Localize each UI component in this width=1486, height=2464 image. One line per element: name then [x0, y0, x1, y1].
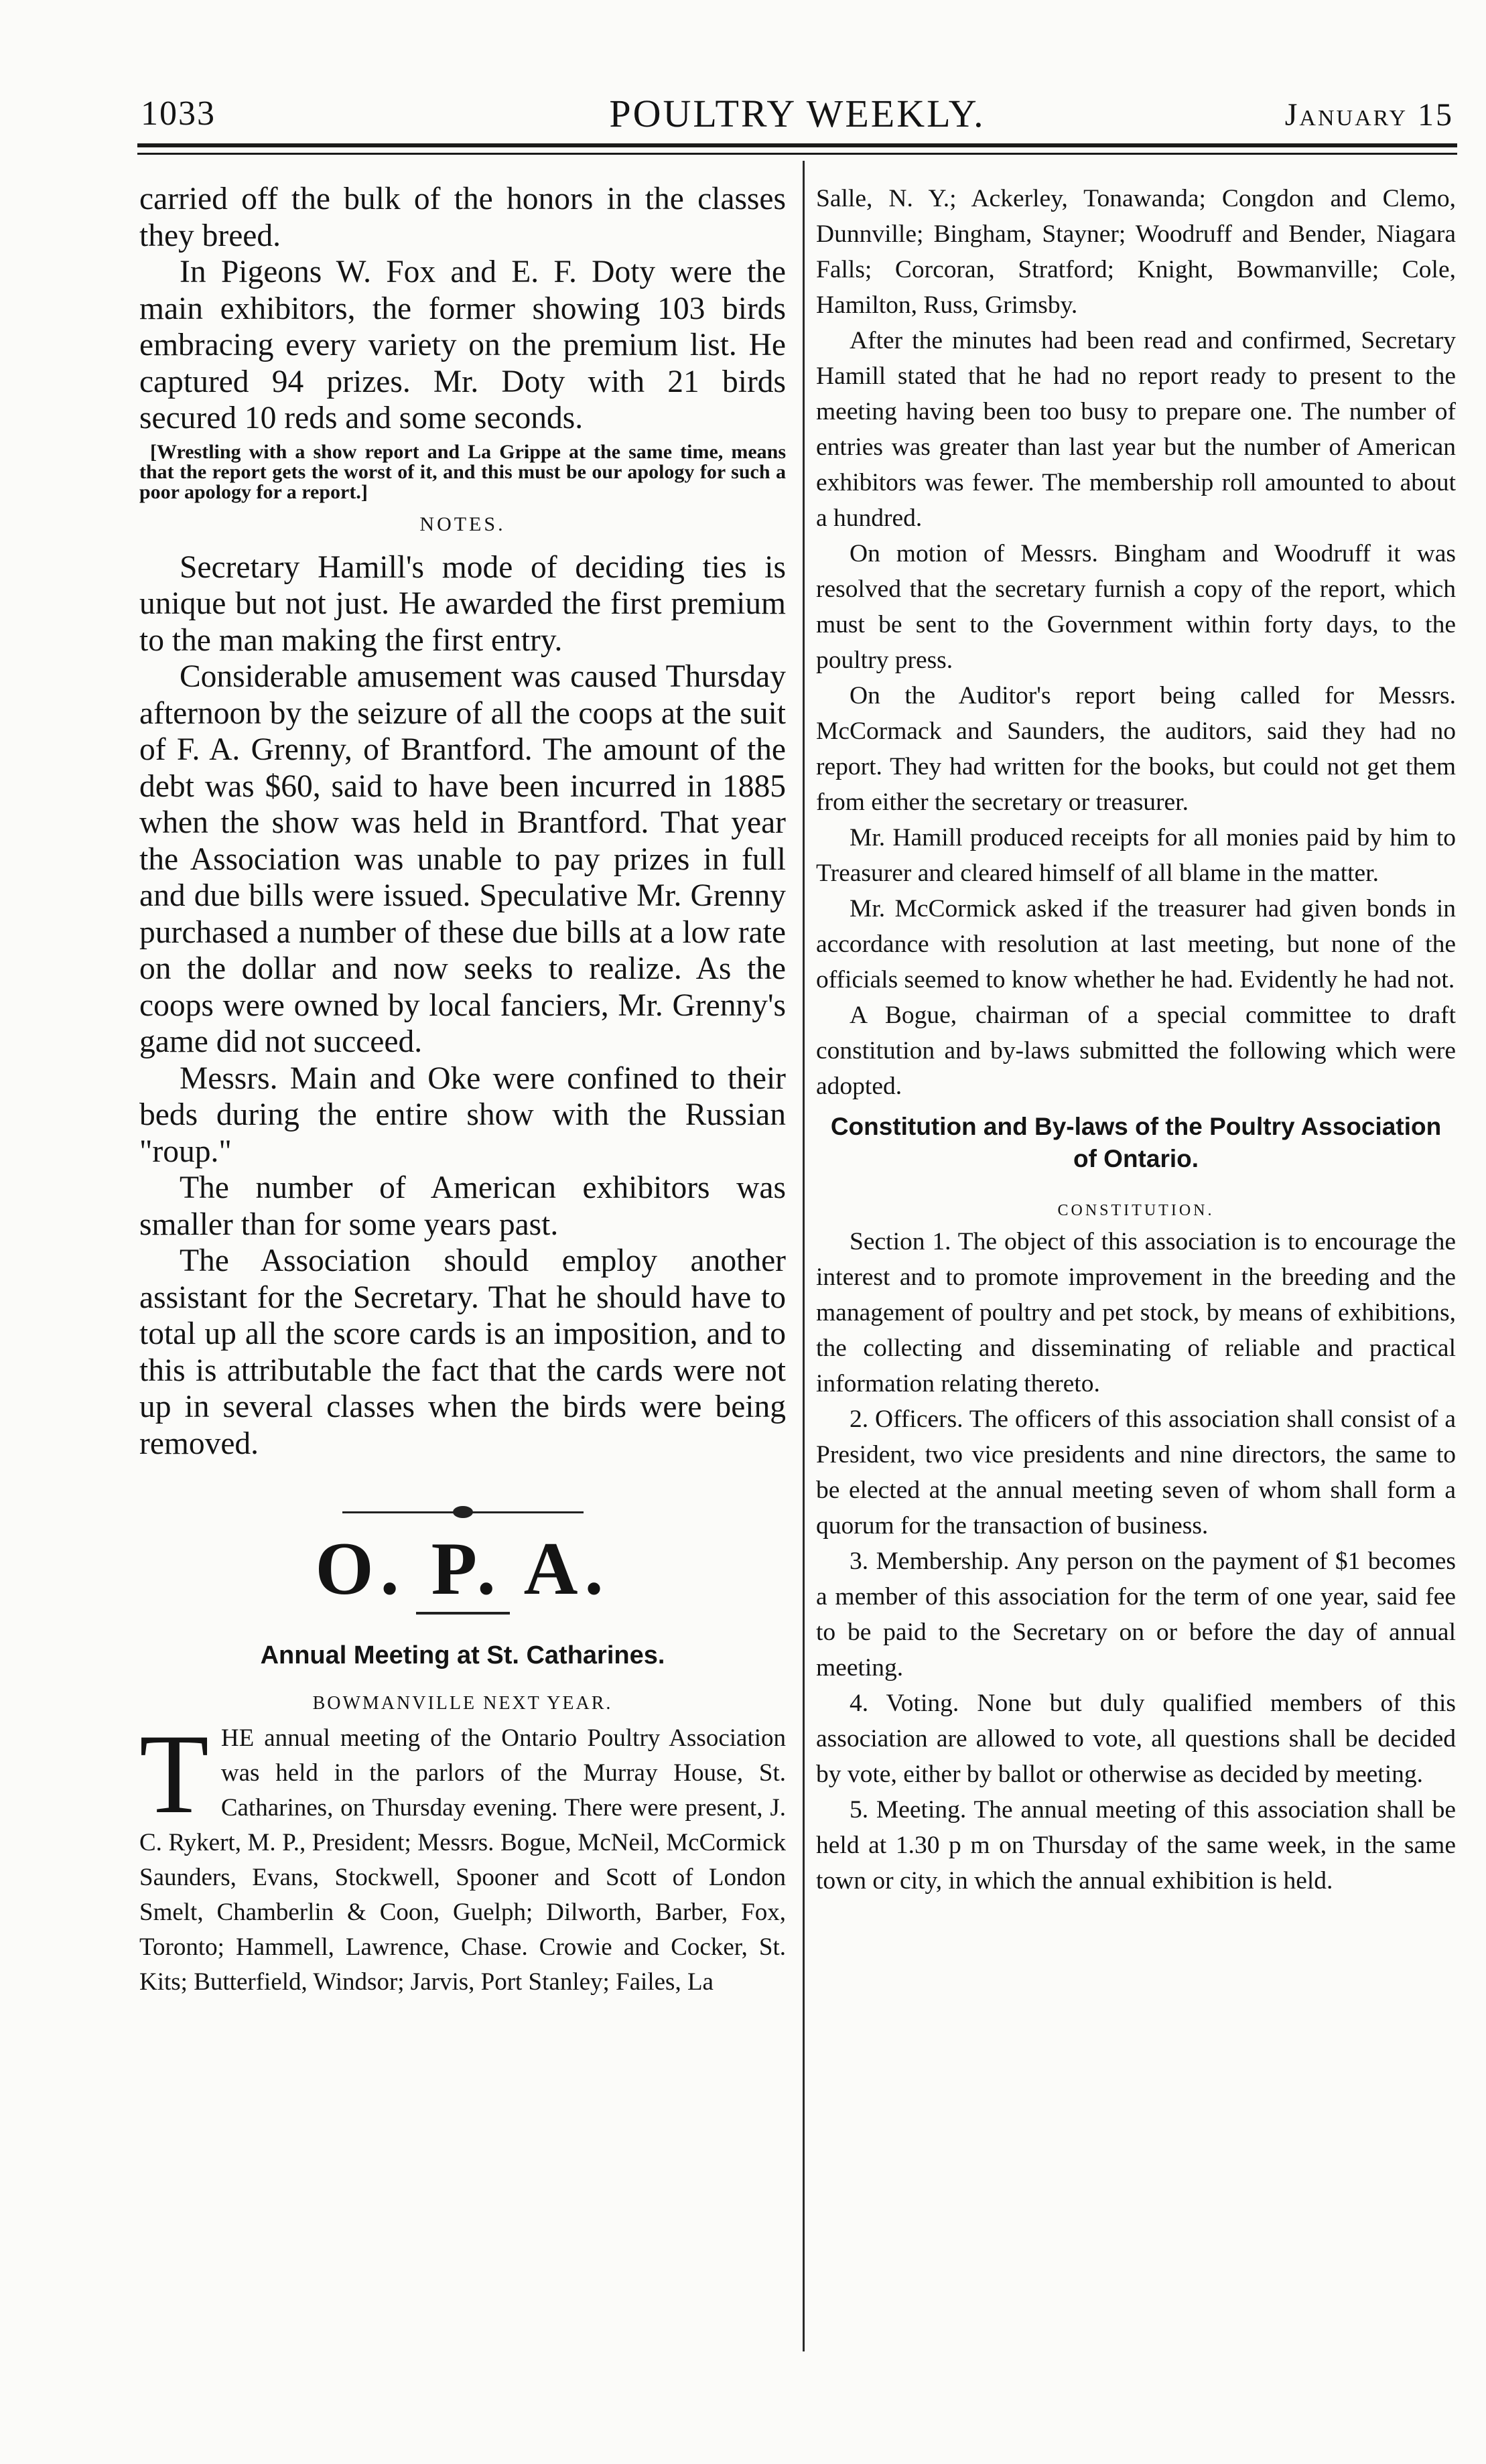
paragraph: In Pigeons W. Fox and E. F. Doty were the main exhibitors, the former showing 103 birds embracing every variety on the premium list. He captured 94 prizes. Mr. Doty with 21 birds secured 10 reds and some seconds.: [139, 255, 786, 435]
paragraph: Considerable amusement was caused Thursday afternoon by the seizure of all the coops at the suit of F. A. Grenny, of Brantford. The amount of the debt was $60, said to have been incurred in 1885 when the show was held in Brantford. That year the Association was unable to pay prizes in full and due bills were issued. Speculative Mr. Grenny purchased a number of these due bills at a low rate on the dollar and now seeks to realize. As the coops were owned by local fanciers, Mr. Grenny's game did not succeed.: [139, 659, 786, 1059]
paragraph: 3. Membership. Any person on the payment of $1 becomes a member of this association for the term of one year, said fee to be paid to the Secretary on or before the day of annual meeting.: [816, 1548, 1456, 1682]
paragraph: After the minutes had been read and confirmed, Secretary Hamill stated that he had no report ready to present to the meeting having been too busy to prepare one. The number of entries was greater than last year but the number of American exhibitors was fewer. The membership roll amounted to about a hundred.: [816, 327, 1456, 532]
column-separator: [803, 161, 805, 2351]
left-column: [139, 181, 786, 2412]
paragraph: 5. Meeting. The annual meeting of this association shall be held at 1.30 p m on Thursday of the same week, in the same town or city, in which the annual exhibition is held.: [816, 1796, 1456, 1895]
paragraph: 4. Voting. None but duly qualified members of this association are allowed to vote, all questions shall be decided by vote, either by ballot or otherwise as decided by meeting.: [816, 1690, 1456, 1788]
notes-heading: NOTES.: [419, 512, 506, 535]
constitution-heading: Constitution and By-laws of the Poultry Association of Ontario.: [830, 1113, 1442, 1172]
header-rule-thin: [137, 153, 1457, 155]
paragraph: Messrs. Main and Oke were confined to their beds during the entire show with the Russian "roup.": [139, 1060, 786, 1169]
paragraph: The number of American exhibitors was smaller than for some years past.: [139, 1170, 786, 1242]
constitution-subheading: CONSTITUTION.: [1057, 1202, 1215, 1219]
paragraph: carried off the bulk of the honors in the classes they breed.: [139, 182, 786, 253]
paragraph: The Association should employ another assistant for the Secretary. That he should have to total up all the score cards is an imposition, and to this is attributable the fact that the cards were not up in several classes when the birds were being removed.: [139, 1243, 786, 1461]
article-text: [139, 1711, 786, 2000]
paragraph: Section 1. The object of this association is to encourage the interest and to promote improvement in the breeding and the management of poultry and pet stock, by means of exhibitions, the collecting and disseminating of reliable and practical information relating thereto.: [816, 1228, 1456, 1397]
right-column: [816, 181, 1456, 2358]
issue-date: January 15: [1284, 97, 1454, 133]
paragraph: Mr. McCormick asked if the treasurer had given bonds in accordance with resolution at last meeting, but none of the officials seemed to know whether he had. Evidently he had not.: [816, 895, 1456, 994]
paragraph: On the Auditor's report being called for Messrs. McCormack and Saunders, the auditors, said they had no report. They had written for the books, but could not get them from either the secretary or treasurer.: [816, 682, 1456, 816]
paragraph: Salle, N. Y.; Ackerley, Tonawanda; Congdon and Clemo, Dunnville; Bingham, Stayner; Woodruff and Bender, Niagara Falls; Corcoran, Stratford; Knight, Bowmanville; Cole, Hamilton, Russ, Grimsby.: [816, 185, 1456, 319]
paragraph: A Bogue, chairman of a special committee to draft constitution and by-laws submitted the following which were adopted.: [816, 1002, 1456, 1100]
article-heading: Annual Meeting at St. Catharines.: [260, 1641, 665, 1669]
paragraph: Secretary Hamill's mode of deciding ties is unique but not just. He awarded the first premium to the man making the first entry.: [139, 549, 786, 658]
paragraph: On motion of Messrs. Bingham and Woodruff it was resolved that the secretary furnish a copy of the report, which must be sent to the Government within forty days, to the poultry press.: [816, 540, 1456, 674]
publication-title: POULTRY WEEKLY.: [609, 92, 986, 135]
editor-note: [Wrestling with a show report and La Grippe at the same time, means that the report gets the worst of it, and this must be our apology for such a poor apology for a report.]: [139, 440, 786, 503]
page-header: [141, 94, 1454, 141]
divider: [416, 1612, 510, 1615]
ornament-divider: [342, 1509, 584, 1515]
header-rule-thick: [137, 143, 1457, 147]
page-number: 1033: [141, 94, 216, 133]
drop-cap: T: [139, 1711, 209, 1837]
paragraph: 2. Officers. The officers of this association shall consist of a President, two vice presidents and nine directors, the same to be elected at the annual meeting seven of whom shall form a quorum for the transaction of business.: [816, 1406, 1456, 1539]
paragraph: HE annual meeting of the Ontario Poultry Association was held in the parlors of the Murray House, St. Catharines, on Thursday evening. There were present, J. C. Rykert, M. P., President; Messrs. Bogue, McNeil, McCormick Saunders, Evans, Stockwell, Spooner and Scott of London Smelt, Chamberlin & Coon, Guelph; Dilworth, Barber, Fox, Toronto; Hammell, Lawrence, Chase. Crowie and Cocker, St. Kits; Butterfield, Windsor; Jarvis, Port Stanley; Failes, La: [139, 1724, 786, 1996]
section-title: O. P. A.: [315, 1527, 610, 1611]
article-subheading: BOWMANVILLE NEXT YEAR.: [312, 1693, 613, 1714]
paragraph: Mr. Hamill produced receipts for all monies paid by him to Treasurer and cleared himself of all blame in the matter.: [816, 824, 1456, 887]
